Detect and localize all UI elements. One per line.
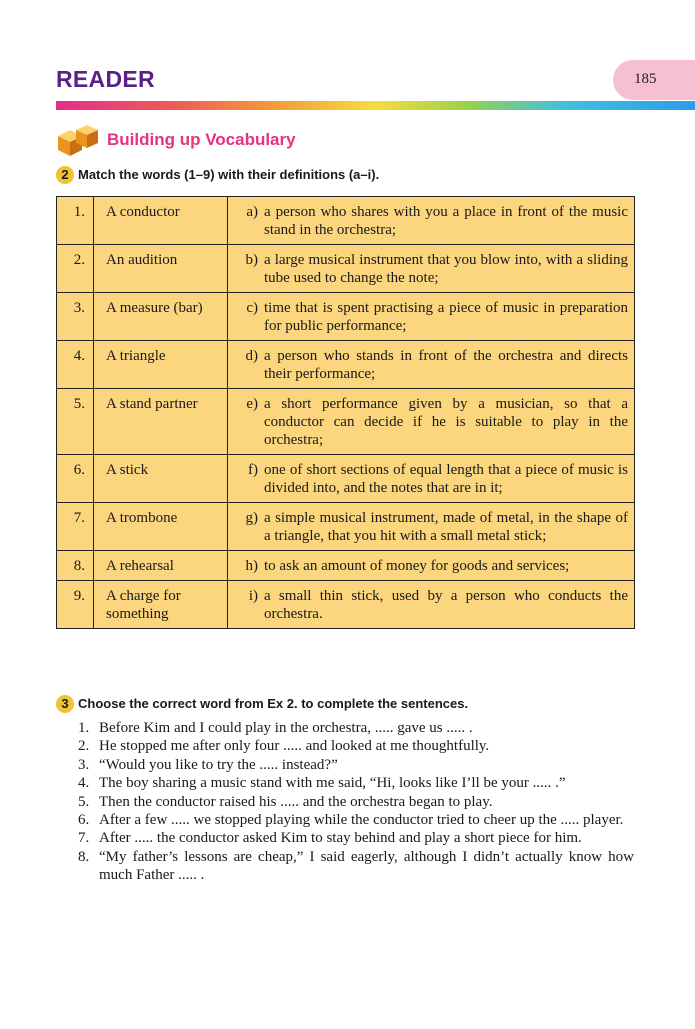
row-number: 9. [57,581,94,629]
exercise-2-instruction: Match the words (1–9) with their definitions (a–i). [78,167,380,182]
row-definition [228,197,635,245]
list-item [78,774,634,792]
row-definition [228,293,635,341]
row-word: A triangle [94,341,228,389]
sentence-text: The boy sharing a music stand with me said, “Hi, looks like I’ll be your ..... .” [99,775,566,792]
sentence-number: 5. [78,793,90,810]
sentence-number: 3. [78,756,90,773]
definition-text: a simple musical instrument, made of metal, in the shape of a triangle, that you hit with a small metal stick; [264,510,628,544]
definition-letter: f) [248,462,258,478]
row-definition [228,341,635,389]
row-definition [228,455,635,503]
sentence-number: 6. [78,812,90,829]
table-row [57,341,635,389]
row-word: A trombone [94,503,228,551]
definition-text: a person who shares with you a place in front of the music stand in the orchestra; [264,204,628,238]
definition-letter: b) [245,252,258,268]
definition-text: a small thin stick, used by a person who conducts the orchestra. [264,588,628,622]
definition-letter: h) [245,558,258,574]
row-number: 1. [57,197,94,245]
sentence-number: 7. [78,830,90,847]
list-item [78,719,634,737]
sentence-text: He stopped me after only four ..... and looked at me thoughtfully. [99,738,490,755]
sentence-text: Then the conductor raised his ..... and the orchestra began to play. [99,793,493,810]
row-number: 7. [57,503,94,551]
exercise-3-number: 3 [56,695,74,713]
row-definition [228,551,635,581]
list-item [78,848,634,885]
sentence-text: After ..... the conductor asked Kim to stay behind and play a short piece for him. [99,830,582,847]
sentence-number: 4. [78,775,90,792]
list-item [78,756,634,774]
row-word: A charge for something [94,581,228,629]
list-item [78,829,634,847]
row-word: A measure (bar) [94,293,228,341]
page-title: READER [56,66,155,92]
definition-text: to ask an amount of money for goods and services; [264,558,570,574]
definition-letter: a) [246,204,258,220]
definition-letter: c) [246,300,258,316]
row-number: 4. [57,341,94,389]
definition-text: a large musical instrument that you blow into, with a sliding tube used to change the note; [264,252,628,286]
definition-text: a short performance given by a musician, so that a conductor can decide if he is suitable to play in the orchestra; [264,396,628,448]
exercise-2-number: 2 [56,166,74,184]
cubes-icon [56,124,100,158]
list-item [78,737,634,755]
list-item [78,793,634,811]
definition-text: one of short sections of equal length that a piece of music is divided into, and the notes that are in it; [264,462,628,496]
row-word: A stick [94,455,228,503]
section-title: Building up Vocabulary [107,130,296,149]
row-definition [228,389,635,455]
row-definition [228,581,635,629]
definition-text: time that is spent practising a piece of music in preparation for public performance; [264,300,628,334]
page-number: 185 [634,71,657,87]
row-number: 6. [57,455,94,503]
table-row [57,245,635,293]
sentence-text: “Would you like to try the ..... instead?” [99,756,338,773]
table-row [57,293,635,341]
definition-letter: d) [245,348,258,364]
sentence-text: After a few ..... we stopped playing while the conductor tried to cheer up the ..... player. [99,812,624,829]
row-definition [228,245,635,293]
row-word: An audition [94,245,228,293]
sentence-number: 2. [78,738,90,755]
table-row [57,389,635,455]
row-number: 3. [57,293,94,341]
row-word: A conductor [94,197,228,245]
row-word: A rehearsal [94,551,228,581]
table-row [57,581,635,629]
sentence-number: 1. [78,720,90,736]
table-row [57,551,635,581]
definition-letter: i) [248,588,258,604]
rainbow-divider [56,101,695,110]
row-word: A stand partner [94,389,228,455]
row-number: 5. [57,389,94,455]
list-item [78,811,634,829]
row-definition [228,503,635,551]
row-number: 8. [57,551,94,581]
sentence-list [78,719,634,885]
sentence-text: “My father’s lessons are cheap,” I said eagerly, although I didn’t actually know how much Father ..... . [99,848,634,884]
sentence-text: Before Kim and I could play in the orchestra, ..... gave us ..... . [99,720,473,736]
exercise-3-instruction: Choose the correct word from Ex 2. to complete the sentences. [78,696,469,711]
table-row [57,197,635,245]
row-number: 2. [57,245,94,293]
matching-table [56,196,635,629]
definition-letter: g) [245,510,258,526]
table-row [57,455,635,503]
table-row [57,503,635,551]
definition-text: a person who stands in front of the orchestra and directs their performance; [264,348,628,382]
definition-letter: e) [246,396,258,412]
sentence-number: 8. [78,848,90,865]
